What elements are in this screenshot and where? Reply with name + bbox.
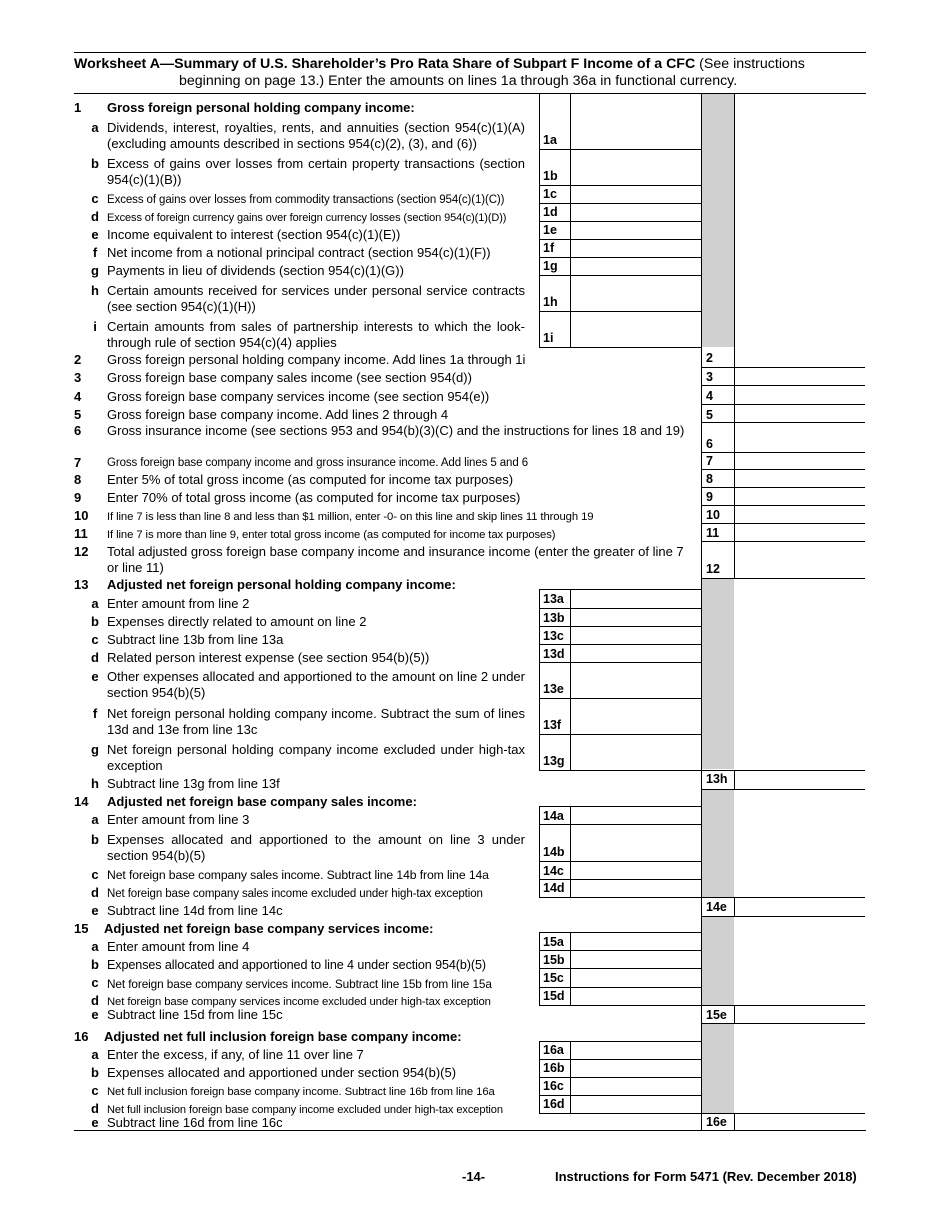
box-rule — [539, 734, 701, 735]
line-1i-text: Certain amounts from sales of partnership interests to which the look-through rule of section 954(c)(4) applies — [107, 319, 525, 350]
line-14b-text: Expenses allocated and apportioned to the amount on line 3 under section 954(b)(5) — [107, 832, 525, 863]
box-label-12: 12 — [706, 562, 720, 576]
box-label-16e: 16e — [706, 1115, 727, 1129]
box-label-13b: 13b — [543, 611, 565, 625]
line-number: 1 — [74, 100, 82, 115]
mid-col-border — [701, 1023, 702, 1114]
line-letter: a — [91, 120, 99, 135]
line-1c-text: Excess of gains over losses from commodity transactions (section 954(c)(1)(C)) — [107, 194, 505, 206]
line-13e-text: Other expenses allocated and apportioned to the amount on line 2 under section 954(b)(5) — [107, 669, 525, 700]
line-15-heading: Adjusted net foreign base company services income: — [104, 921, 434, 936]
line-letter: b — [91, 957, 99, 972]
line-13f-text: Net foreign personal holding company income. Subtract the sum of lines 13d and 13e from line 13c — [107, 706, 525, 737]
line-14-heading: Adjusted net foreign base company sales income: — [107, 794, 417, 809]
line-1a-text: Dividends, interest, royalties, rents, and annuities (section 954(c)(1)(A) (excluding amounts described in sections 954(c)(2), (3), and (6)) — [107, 120, 525, 151]
line-letter: c — [91, 867, 99, 882]
right-col-border — [701, 348, 702, 579]
right-col-border — [734, 897, 735, 916]
line-15c-text: Net foreign base company services income. Subtract line 15b from line 15a — [107, 977, 492, 991]
line-letter: d — [91, 209, 99, 224]
line-number: 16 — [74, 1029, 89, 1044]
box-label-1a: 1a — [543, 133, 557, 147]
mid-col-border — [701, 94, 702, 348]
line-5-text: Gross foreign base company income. Add lines 2 through 4 — [107, 407, 449, 422]
worksheet-title: Worksheet A—Summary of U.S. Shareholder’s Pro Rata Share of Subpart F Income of a CFC — [74, 56, 696, 72]
mid-col-border — [570, 932, 571, 1006]
worksheet-subtitle: beginning on page 13.) Enter the amounts on lines 1a through 36a in functional currency. — [179, 73, 738, 89]
box-label-9: 9 — [706, 490, 713, 504]
line-number: 7 — [74, 455, 82, 470]
box-label-7: 7 — [706, 454, 713, 468]
box-label-13d: 13d — [543, 647, 565, 661]
line-13h-text: Subtract line 13g from line 13f — [107, 776, 280, 791]
line-16e-text: Subtract line 16d from line 16c — [107, 1115, 283, 1130]
shaded-column — [701, 94, 734, 347]
line-letter: c — [91, 191, 99, 206]
line-number: 5 — [74, 407, 82, 422]
box-rule — [539, 626, 701, 627]
line-letter: c — [91, 975, 99, 990]
box-rule — [539, 861, 701, 862]
box-label-5: 5 — [706, 408, 713, 422]
line-letter: g — [91, 742, 99, 757]
box-label-13g: 13g — [543, 754, 565, 768]
line-11-text: If line 7 is more than line 9, enter total gross income (as computed for income tax purposes) — [107, 529, 556, 541]
box-label-3: 3 — [706, 370, 713, 384]
line-number: 6 — [74, 423, 82, 438]
shaded-column — [701, 916, 734, 1005]
right-col-border — [734, 770, 735, 789]
box-rule — [701, 404, 865, 405]
right-col-border — [734, 348, 735, 579]
box-label-15d: 15d — [543, 989, 565, 1003]
line-16d-text: Net full inclusion foreign base company income excluded under high-tax exception — [107, 1104, 503, 1116]
box-label-15c: 15c — [543, 971, 564, 985]
line-13d-text: Related person interest expense (see section 954(b)(5)) — [107, 650, 430, 665]
line-letter: g — [91, 263, 99, 278]
box-rule — [539, 257, 701, 258]
line-letter: c — [91, 632, 99, 647]
box-label-1c: 1c — [543, 187, 557, 201]
line-letter: b — [91, 832, 99, 847]
box-rule — [539, 1059, 701, 1060]
line-letter: b — [91, 156, 99, 171]
box-rule — [701, 452, 865, 453]
shaded-column — [701, 579, 734, 769]
line-15d-text: Net foreign base company services income excluded under high-tax exception — [107, 996, 491, 1008]
line-15e-text: Subtract line 15d from line 15c — [107, 1007, 283, 1022]
line-letter: h — [91, 283, 99, 298]
line-1h-text: Certain amounts received for services under personal service contracts (see section 954(c)(1)(H)) — [107, 283, 525, 314]
line-number: 2 — [74, 352, 82, 367]
line-7-text: Gross foreign base company income and gross insurance income. Add lines 5 and 6 — [107, 457, 529, 469]
line-1g-text: Payments in lieu of dividends (section 954(c)(1)(G)) — [107, 263, 404, 278]
box-label-1b: 1b — [543, 169, 558, 183]
line-letter: d — [91, 650, 99, 665]
line-number: 8 — [74, 472, 82, 487]
box-rule — [701, 1023, 865, 1024]
box-rule — [539, 608, 701, 609]
box-rule — [539, 950, 701, 951]
box-rule — [701, 469, 865, 470]
page-number: -14- — [462, 1169, 486, 1184]
box-rule — [539, 770, 865, 771]
header-divider — [74, 93, 866, 94]
line-15b-text: Expenses allocated and apportioned to line 4 under section 954(b)(5) — [107, 958, 486, 972]
box-label-16a: 16a — [543, 1043, 564, 1057]
box-rule — [539, 987, 701, 988]
line-14a-text: Enter amount from line 3 — [107, 812, 250, 827]
line-letter: e — [91, 1007, 99, 1022]
box-label-1g: 1g — [543, 259, 558, 273]
box-rule — [701, 487, 865, 488]
box-rule — [701, 541, 865, 542]
line-letter: a — [91, 596, 99, 611]
line-1d-text: Excess of foreign currency gains over foreign currency losses (section 954(c)(1)(D)) — [107, 212, 507, 224]
line-1b-text: Excess of gains over losses from certain property transactions (section 954(c)(1)(B)) — [107, 156, 525, 187]
line-16-heading: Adjusted net full inclusion foreign base company income: — [104, 1029, 462, 1044]
line-1-heading: Gross foreign personal holding company income: — [107, 100, 415, 115]
box-label-4: 4 — [706, 389, 713, 403]
box-label-8: 8 — [706, 472, 713, 486]
box-label-2: 2 — [706, 351, 713, 365]
box-rule — [539, 1077, 701, 1078]
box-rule — [539, 897, 865, 898]
line-number: 11 — [74, 526, 88, 541]
box-label-13f: 13f — [543, 718, 562, 732]
line-6-text: Gross insurance income (see sections 953 and 954(b)(3)(C) and the instructions for lines 18 and 19) — [107, 423, 685, 438]
mid-col-border — [734, 94, 735, 348]
line-13c-text: Subtract line 13b from line 13a — [107, 632, 284, 647]
line-letter: a — [91, 1047, 99, 1062]
box-label-6: 6 — [706, 437, 713, 451]
worksheet-title-note: (See instructions — [695, 56, 805, 72]
box-label-10: 10 — [706, 508, 720, 522]
box-rule — [539, 1041, 701, 1042]
box-rule — [539, 1005, 865, 1006]
box-label-15a: 15a — [543, 935, 564, 949]
line-letter: d — [91, 993, 99, 1008]
line-13b-text: Expenses directly related to amount on line 2 — [107, 614, 367, 629]
box-label-1f: 1f — [543, 241, 555, 255]
mid-col-border — [570, 806, 571, 898]
worksheet-header — [74, 52, 866, 90]
line-letter: d — [91, 1101, 99, 1116]
box-label-14b: 14b — [543, 845, 565, 859]
box-label-16b: 16b — [543, 1061, 565, 1075]
line-14c-text: Net foreign base company sales income. Subtract line 14b from line 14a — [107, 868, 489, 882]
line-1f-text: Net income from a notional principal contract (section 954(c)(1)(F)) — [107, 245, 491, 260]
line-letter: d — [91, 885, 99, 900]
line-letter: a — [91, 812, 99, 827]
line-13a-text: Enter amount from line 2 — [107, 596, 250, 611]
line-letter: e — [91, 227, 99, 242]
mid-col-border — [701, 579, 702, 771]
right-col-border — [701, 1113, 702, 1131]
box-label-14e: 14e — [706, 900, 727, 914]
box-rule — [539, 662, 701, 663]
box-rule — [539, 932, 701, 933]
box-label-13h: 13h — [706, 772, 728, 786]
line-4-text: Gross foreign base company services income (see section 954(e)) — [107, 389, 490, 404]
right-col-border — [734, 1005, 735, 1023]
box-rule — [539, 347, 701, 348]
box-rule — [539, 311, 701, 312]
line-8-text: Enter 5% of total gross income (as computed for income tax purposes) — [107, 472, 514, 487]
box-label-13a: 13a — [543, 592, 564, 606]
box-rule — [539, 203, 701, 204]
mid-col-border — [570, 589, 571, 771]
box-rule — [539, 275, 701, 276]
line-14d-text: Net foreign base company sales income excluded under high-tax exception — [107, 888, 483, 900]
box-rule — [539, 698, 701, 699]
line-number: 14 — [74, 794, 89, 809]
line-3-text: Gross foreign base company sales income (see section 954(d)) — [107, 370, 472, 385]
line-letter: f — [92, 706, 98, 721]
box-rule — [539, 879, 701, 880]
right-col-border — [701, 897, 702, 916]
box-rule — [539, 1113, 865, 1114]
line-13-heading: Adjusted net foreign personal holding company income: — [107, 577, 456, 592]
line-16a-text: Enter the excess, if any, of line 11 over line 7 — [107, 1047, 364, 1062]
line-9-text: Enter 70% of total gross income (as computed for income tax purposes) — [107, 490, 521, 505]
line-13g-text: Net foreign personal holding company income excluded under high-tax exception — [107, 742, 525, 773]
line-letter: e — [91, 903, 99, 918]
line-14e-text: Subtract line 14d from line 14c — [107, 903, 283, 918]
box-rule — [539, 185, 701, 186]
box-label-14a: 14a — [543, 809, 564, 823]
box-label-1e: 1e — [543, 223, 557, 237]
box-rule — [539, 221, 701, 222]
box-label-16c: 16c — [543, 1079, 564, 1093]
line-letter: e — [91, 669, 99, 684]
line-letter: e — [91, 1115, 99, 1130]
line-1e-text: Income equivalent to interest (section 954(c)(1)(E)) — [107, 227, 401, 242]
line-number: 12 — [74, 544, 89, 559]
line-16c-text: Net full inclusion foreign base company income. Subtract line 16b from line 16a — [107, 1086, 495, 1098]
line-15a-text: Enter amount from line 4 — [107, 939, 250, 954]
box-label-13c: 13c — [543, 629, 564, 643]
box-rule — [701, 789, 865, 790]
line-16b-text: Expenses allocated and apportioned under section 954(b)(5) — [107, 1065, 457, 1080]
line-letter: b — [91, 614, 99, 629]
form-reference: Instructions for Form 5471 (Rev. December 2018) — [555, 1169, 857, 1184]
box-rule — [701, 385, 865, 386]
box-rule — [539, 1095, 701, 1096]
box-rule — [539, 149, 701, 150]
box-label-1h: 1h — [543, 295, 558, 309]
right-col-border — [734, 1113, 735, 1131]
line-number: 4 — [74, 389, 82, 404]
shaded-column — [701, 789, 734, 897]
box-rule — [701, 422, 865, 423]
right-col-border — [701, 770, 702, 789]
line-2-text: Gross foreign personal holding company income. Add lines 1a through 1i — [107, 352, 526, 367]
box-rule — [701, 578, 865, 579]
box-rule — [539, 239, 701, 240]
line-number: 15 — [74, 921, 89, 936]
box-rule — [539, 968, 701, 969]
line-letter: c — [91, 1083, 99, 1098]
line-letter: f — [92, 245, 98, 260]
box-rule — [539, 644, 701, 645]
line-number: 9 — [74, 490, 82, 505]
box-label-11: 11 — [706, 526, 720, 540]
line-letter: b — [91, 1065, 99, 1080]
box-label-16d: 16d — [543, 1097, 565, 1111]
box-label-1d: 1d — [543, 205, 558, 219]
box-rule — [701, 523, 865, 524]
line-letter: i — [93, 319, 97, 334]
box-label-15e: 15e — [706, 1008, 727, 1022]
line-number: 13 — [74, 577, 89, 592]
box-rule — [539, 824, 701, 825]
right-col-border — [701, 1005, 702, 1023]
box-label-13e: 13e — [543, 682, 564, 696]
box-rule — [701, 367, 865, 368]
line-10-text: If line 7 is less than line 8 and less than $1 million, enter -0- on this line and skip lines 11 through 19 — [107, 511, 594, 523]
line-12-text: Total adjusted gross foreign base company income and insurance income (enter the greater of line 7 or line 11) — [107, 544, 684, 575]
box-label-14c: 14c — [543, 864, 564, 878]
line-letter: a — [91, 939, 99, 954]
line-letter: h — [91, 776, 99, 791]
line-number: 3 — [74, 370, 82, 385]
box-rule — [701, 505, 865, 506]
box-label-15b: 15b — [543, 953, 565, 967]
box-label-1i: 1i — [543, 331, 554, 345]
box-rule — [701, 916, 865, 917]
box-label-14d: 14d — [543, 881, 565, 895]
mid-col-border — [701, 916, 702, 1006]
mid-col-border — [701, 789, 702, 898]
line-number: 10 — [74, 508, 89, 523]
shaded-column — [701, 1023, 734, 1113]
